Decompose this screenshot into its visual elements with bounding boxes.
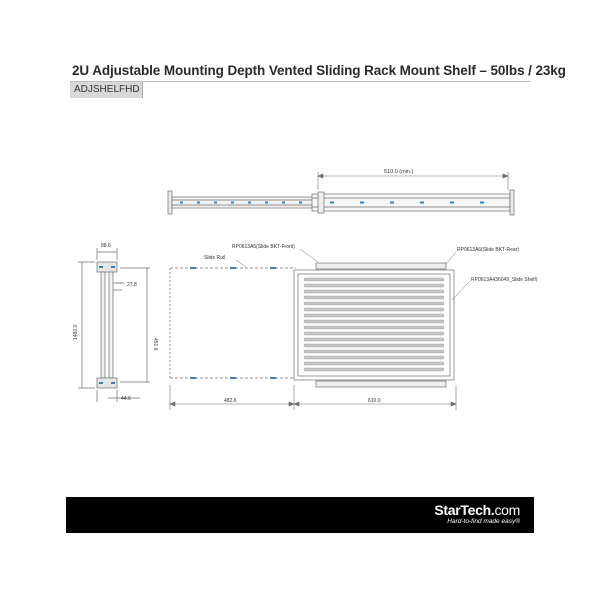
label-slide-rail: Slide Rail: [204, 255, 226, 261]
logo-dot: .: [490, 502, 495, 518]
logo-main: StarTech: [434, 502, 491, 518]
slide-rail-side-view: [168, 190, 514, 215]
label-slide-shelf: RP0613A436049_Slide Shelf): [471, 277, 538, 283]
startech-logo: [434, 502, 520, 518]
footer-bar: [66, 497, 534, 533]
page-title: 2U Adjustable Mounting Depth Vented Sliding Rack Mount Shelf – 50lbs / 23kg: [72, 63, 566, 78]
dim-base: 44.6: [121, 396, 131, 402]
tagline: Hard-to-find made easy®: [447, 518, 520, 525]
dim-flange: 27.8: [127, 282, 137, 288]
dim-height: 1480.0: [73, 324, 79, 340]
label-bkt-rear: RP0613A6(Slide BKT-Rear): [457, 247, 519, 253]
rail-length-label: 510.0 (min.): [384, 169, 414, 175]
logo-domain: com: [494, 502, 520, 518]
side-elevation-view: [78, 248, 150, 402]
dim-top-width: 88.6: [101, 243, 111, 249]
dim-inner-height: 451.6: [152, 338, 158, 351]
dim-bottom-left: 482.6: [224, 398, 237, 404]
dim-bottom-right: 610.0: [368, 398, 381, 404]
sku-badge: ADJSHELFHD: [70, 82, 143, 98]
rail-blue-accents: [190, 267, 276, 379]
label-bkt-front: RP0613A5(Slide BKT-Front): [232, 244, 295, 250]
bottom-dimensions: [170, 385, 456, 410]
